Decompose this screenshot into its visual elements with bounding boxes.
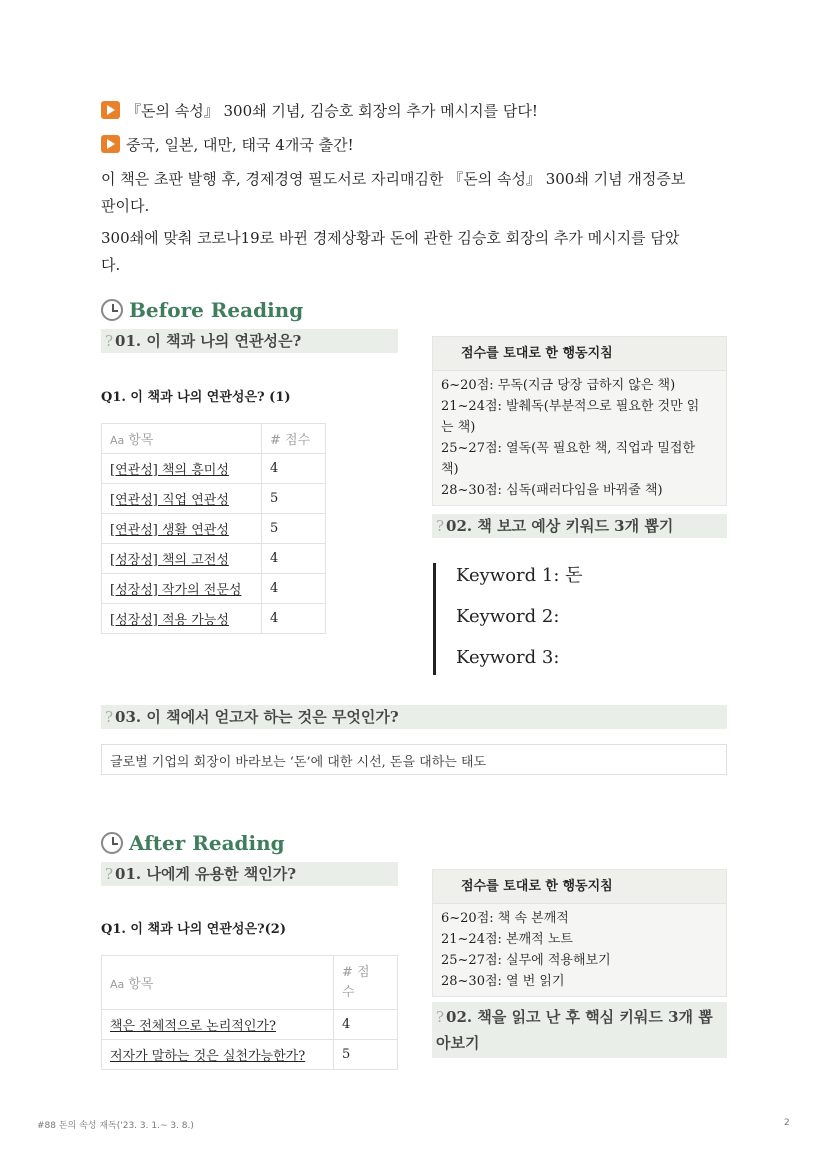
q03-answer-box[interactable]: 글로벌 기업의 회장이 바라보는 ‘돈’에 대한 시선, 돈을 대하는 태도 [101,744,727,775]
text-property-icon: Aa [110,434,125,447]
footer-page-number: 2 [784,1118,790,1128]
table-cell-score: 4 [262,604,326,634]
after-q1-title: Q1. 이 책과 나의 연관성은?(2) [101,922,286,937]
before-q03-heading: ? 03. 이 책에서 얻고자 하는 것은 무엇인가? [101,705,727,729]
intro-paragraph-1: 이 책은 초판 발행 후, 경제경영 필도서로 자리매김한 『돈의 속성』 300쇄 기념 개정증보 판이다. [101,170,686,215]
guide-body: 6~20점: 책 속 본깨적 21~24점: 본깨적 노트 25~27점: 실무에 적용해보기 28~30점: 열 번 읽기 [441,911,611,989]
after-action-guide [432,869,727,997]
question-mark-icon: ? [436,517,445,535]
intro-line-1: 『돈의 속성』 300쇄 기념, 김승호 회장의 추가 메시지를 담다! [101,100,538,122]
guide-heading: 점수를 토대로 한 행동지침 [433,870,726,904]
table-cell-item[interactable]: [연관성] 생활 연관성 [102,514,262,544]
intro-paragraph-2: 300쇄에 맞춰 코로나19로 바뀐 경제상황과 돈에 관한 김승호 회장의 추가 메시지를 담았 다. [101,229,680,274]
question-mark-icon: ? [436,1008,445,1026]
clock-icon [101,299,123,321]
after-score-table [101,955,398,1070]
before-q02-heading: ? 02. 책 보고 예상 키워드 3개 뽑기 [432,514,727,538]
keyword-quote-block [433,563,583,675]
before-action-guide [432,336,727,506]
table-cell-score: 4 [262,454,326,484]
guide-body: 6~20점: 무독(지금 당장 급하지 않은 책) 21~24점: 발췌독(부분적으로 필요한 것만 읽 는 책) 25~27점: 열독(꼭 필요한 책, 직업과 밀접한 책) 28~30점: 심독(패러다임을 바꿔줄 책) [441,378,700,498]
play-icon [101,135,120,153]
table-cell-item[interactable]: [성장성] 작가의 전문성 [102,574,262,604]
after-reading-title: After Reading [101,829,285,857]
question-mark-icon: ? [105,332,114,350]
table-header-row [102,424,326,454]
table-row[interactable] [102,1010,398,1040]
after-q02-heading: ? 02. 책을 읽고 난 후 핵심 키워드 3개 뽑 아보기 [432,1002,727,1058]
question-mark-icon: ? [105,708,114,726]
clock-icon [101,832,123,854]
before-q01-heading: ? 01. 이 책과 나의 연관성은? [101,329,398,353]
play-icon [101,101,120,119]
question-mark-icon: ? [105,865,114,883]
table-row[interactable] [102,1040,398,1070]
table-cell-score: 4 [262,544,326,574]
footer-document-title: #88 돈의 속성 재독('23. 3. 1.~ 3. 8.) [37,1121,194,1131]
after-q01-heading: ? 01. 나에게 유용한 책인가? [101,862,398,886]
table-cell-item[interactable]: [연관성] 직업 연관성 [102,484,262,514]
table-row[interactable] [102,484,326,514]
column-header-item: Aa 항목 [102,956,334,1010]
table-cell-score: 4 [334,1010,398,1040]
column-header-score: # 점 수 [334,956,398,1010]
table-cell-item[interactable]: 책은 전체적으로 논리적인가? [102,1010,334,1040]
table-cell-score: 5 [334,1040,398,1070]
keyword-2: Keyword 2: [456,606,560,627]
table-cell-item[interactable]: [연관성] 책의 흥미성 [102,454,262,484]
before-q1-title: Q1. 이 책과 나의 연관성은? (1) [101,390,291,405]
table-row[interactable] [102,604,326,634]
table-cell-item[interactable]: 저자가 말하는 것은 실천가능한가? [102,1040,334,1070]
keyword-1: Keyword 1: 돈 [456,565,583,586]
table-row[interactable] [102,544,326,574]
before-score-table [101,423,326,634]
text-property-icon: Aa [110,978,125,991]
table-cell-score: 5 [262,514,326,544]
table-row[interactable] [102,454,326,484]
table-cell-item[interactable]: [성장성] 적용 가능성 [102,604,262,634]
table-row[interactable] [102,574,326,604]
table-row[interactable] [102,514,326,544]
column-header-item: Aa 항목 [102,424,262,454]
table-cell-score: 5 [262,484,326,514]
keyword-3: Keyword 3: [456,647,560,668]
column-header-score: # 점수 [262,424,326,454]
table-cell-item[interactable]: [성장성] 책의 고전성 [102,544,262,574]
table-cell-score: 4 [262,574,326,604]
table-header-row [102,956,398,1010]
intro-line-2: 중국, 일본, 대만, 태국 4개국 출간! [101,134,354,156]
before-reading-title: Before Reading [101,296,303,324]
guide-heading: 점수를 토대로 한 행동지침 [433,337,726,371]
